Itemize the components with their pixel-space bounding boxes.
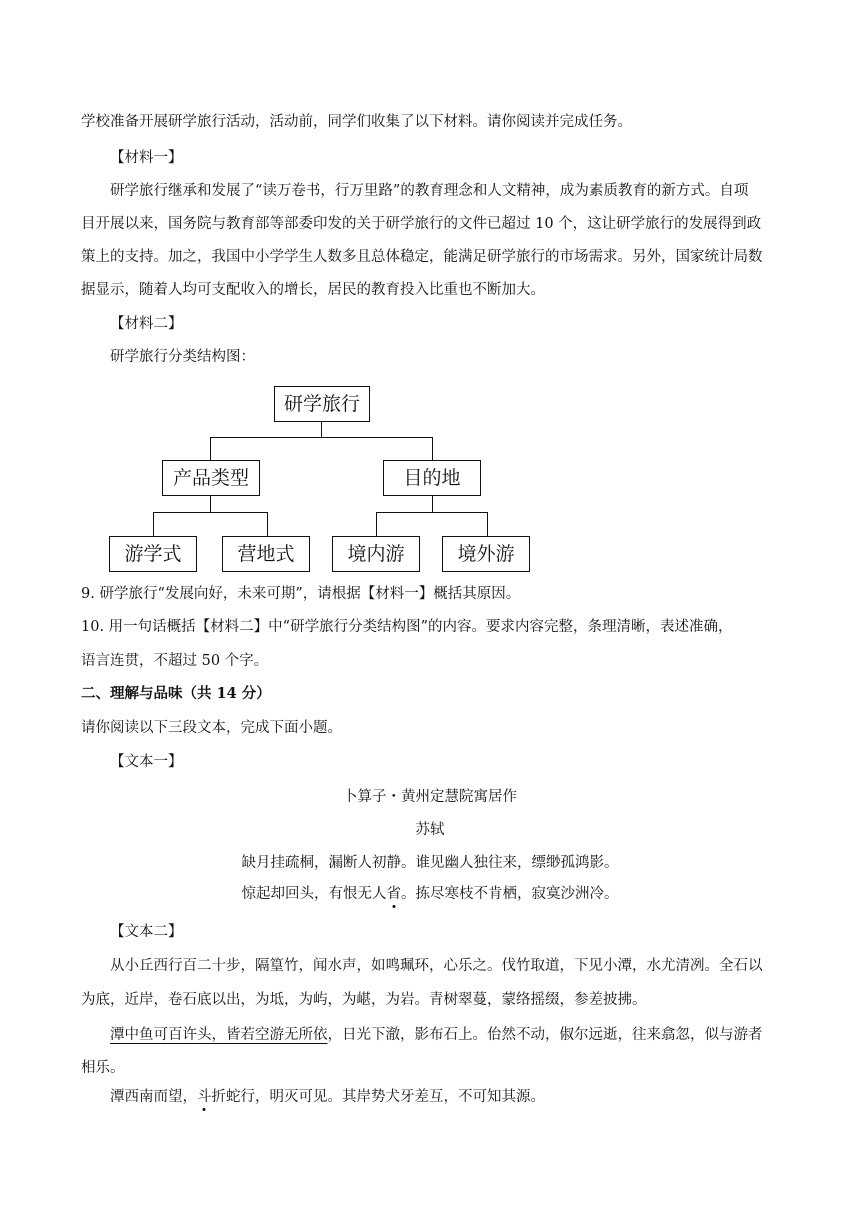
emphasized-char — [387, 886, 402, 902]
connector — [210, 437, 211, 460]
text2-line: 从小丘西行百二十步，隔篁竹，闻水声，如鸣珮环，心乐之。伐竹取道，下见小潭，水尤清冽。全石以 — [110, 958, 763, 974]
diagram-branch-box: 目的地 — [383, 460, 481, 496]
text2-line — [110, 1025, 763, 1045]
material1-line: 研学旅行继承和发展了“读万卷书，行万里路”的教育理念和人文精神，成为素质教育的新方式。自项 — [110, 183, 749, 199]
poem-line-part: 惊起却回头，有恨无人 — [241, 886, 387, 902]
connector — [487, 512, 488, 536]
section-title: 二、理解与品味（共 14 分） — [81, 685, 271, 702]
text1-heading: 【文本一】 — [110, 754, 183, 770]
emphasis-dot — [203, 1108, 206, 1111]
text2-line-part: ，日光下澈，影布石上。佁然不动，俶尔远逝，往来翕忽，似与游者 — [327, 1027, 763, 1043]
diagram-leaf-box: 境外游 — [442, 536, 530, 572]
poem-line: 缺月挂疏桐，漏断人初静。谁见幽人独往来，缥缈孤鸿影。 — [241, 855, 619, 871]
emphasis-dot — [392, 905, 395, 908]
connector — [432, 496, 433, 512]
diagram-leaf-box: 营地式 — [222, 536, 310, 572]
emphasized-char-text: 斗 — [197, 1089, 212, 1105]
connector — [210, 496, 211, 512]
question-9: 9. 研学旅行“发展向好，未来可期”，请根据【材料一】概括其原因。 — [81, 586, 521, 602]
intro-text: 学校准备开展研学旅行活动，活动前，同学们收集了以下材料。请你阅读并完成任务。 — [81, 114, 632, 130]
text2-line: 为底，近岸，卷石底以出，为坻，为屿，为嵁，为岩。青树翠蔓，蒙络摇缀，参差披拂。 — [81, 992, 647, 1008]
material1-line: 据显示，随着人均可支配收入的增长，居民的教育投入比重也不断加大。 — [81, 282, 545, 298]
diagram-leaf-box: 游学式 — [109, 536, 197, 572]
poem-line — [0, 884, 860, 904]
emphasized-char — [197, 1089, 212, 1105]
connector — [267, 512, 268, 536]
question-10-cont: 语言连贯，不超过 50 个字。 — [81, 653, 269, 669]
text2-line-part: 潭西南而望， — [110, 1089, 197, 1105]
section-instruction: 请你阅读以下三段文本，完成下面小题。 — [81, 720, 342, 736]
connector — [376, 512, 377, 536]
text2-line — [110, 1087, 545, 1107]
diagram-branch-box: 产品类型 — [162, 460, 260, 496]
connector — [432, 437, 433, 460]
connector — [376, 512, 487, 513]
poem-title: 卜算子・黄州定慧院寓居作 — [343, 789, 517, 805]
connector — [153, 512, 154, 536]
text2-heading: 【文本二】 — [110, 924, 183, 940]
material1-line: 策上的支持。加之，我国中小学学生人数多且总体稳定，能满足研学旅行的市场需求。另外，国家统计局数 — [81, 249, 763, 265]
material1-heading: 【材料一】 — [110, 150, 183, 166]
poem-author: 苏轼 — [415, 822, 445, 838]
diagram-caption: 研学旅行分类结构图： — [110, 349, 255, 365]
connector — [321, 422, 322, 437]
connector — [153, 512, 267, 513]
diagram-leaf-box: 境内游 — [332, 536, 420, 572]
question-10: 10. 用一句话概括【材料二】中“研学旅行分类结构图”的内容。要求内容完整，条理清晰，表述准确， — [81, 619, 733, 635]
diagram-root-box: 研学旅行 — [274, 386, 370, 422]
material2-heading: 【材料二】 — [110, 316, 183, 332]
text2-line-part: 折蛇行，明灭可见。其岸势犬牙差互，不可知其源。 — [211, 1089, 545, 1105]
emphasized-char-text: 省 — [386, 886, 401, 902]
underlined-sentence: 潭中鱼可百许头，皆若空游无所依 — [110, 1027, 328, 1043]
connector — [210, 437, 432, 438]
text2-line: 相乐。 — [81, 1060, 125, 1076]
material1-line: 目开展以来，国务院与教育部等部委印发的关于研学旅行的文件已超过 10 个，这让研学旅行的发展得到政 — [81, 216, 762, 232]
poem-line-part: 。拣尽寒枝不肯栖，寂寞沙洲冷。 — [401, 886, 619, 902]
